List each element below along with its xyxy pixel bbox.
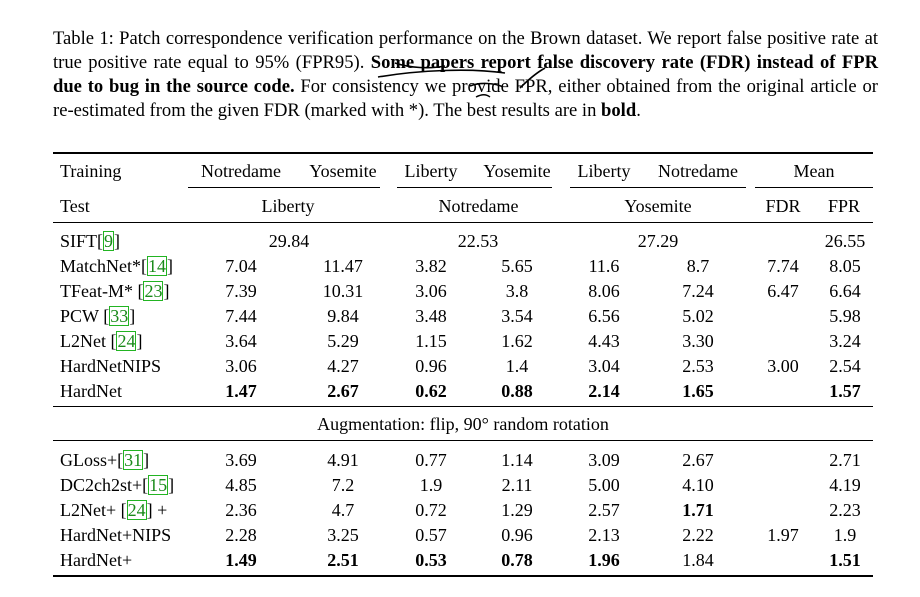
value-cell: 4.7: [331, 500, 355, 520]
citation-link[interactable]: 31: [124, 450, 143, 470]
method-name: L2Net+ [24] +: [60, 500, 168, 520]
citation-link[interactable]: 23: [144, 281, 163, 301]
value-cell: 1.71: [682, 500, 714, 520]
value-cell: 5.65: [501, 256, 533, 276]
fdr-cell: 6.47: [767, 281, 799, 301]
value-cell: 5.00: [588, 475, 620, 495]
value-cell: 1.47: [225, 381, 257, 401]
method-name: TFeat-M* [23]: [60, 281, 170, 301]
augmentation-bottom-rule: [53, 440, 873, 441]
method-label: DC2ch2st+: [60, 475, 143, 495]
augmentation-top-rule: [53, 406, 873, 407]
value-cell: 2.36: [225, 500, 257, 520]
value-cell: 3.69: [225, 450, 257, 470]
table-top-rule: [53, 152, 873, 154]
training-set-2: Yosemite: [309, 161, 377, 181]
fpr-cell: 6.64: [829, 281, 861, 301]
value-cell: 4.27: [327, 356, 359, 376]
method-name: GLoss+[31]: [60, 450, 150, 470]
citation-link[interactable]: 24: [117, 331, 136, 351]
method-name: DC2ch2st+[15]: [60, 475, 175, 495]
fdr-cell: 1.97: [767, 525, 799, 545]
fpr-cell: 2.71: [829, 450, 861, 470]
value-cell: 0.96: [501, 525, 533, 545]
value-cell: 3.04: [588, 356, 620, 376]
method-name: PCW [33]: [60, 306, 136, 326]
value-cell: 4.85: [225, 475, 257, 495]
value-cell: 2.67: [682, 450, 714, 470]
method-name: [60, 380, 122, 402]
value-cell: 1.62: [501, 331, 533, 351]
value-cell: 7.2: [331, 475, 355, 495]
caption-text-3: .: [636, 100, 641, 121]
fpr-cell: 4.19: [829, 475, 861, 495]
value-cell: 8.06: [588, 281, 620, 301]
caption-bold-note: Some papers report false discovery rate (FDR) instead of FPR due to bug in the source code.: [53, 52, 878, 97]
caption-bold-word: bold: [601, 100, 637, 121]
value-cell: 1.84: [682, 550, 714, 570]
value-cell: 3.09: [588, 450, 620, 470]
value-cell: 3.25: [327, 525, 359, 545]
fpr-cell: 26.55: [824, 231, 866, 251]
value-cell: 3.06: [415, 281, 447, 301]
value-cell: 5.29: [327, 331, 359, 351]
value-cell: 7.39: [225, 281, 257, 301]
test-set-3: Yosemite: [624, 196, 692, 216]
fpr-cell: 1.9: [833, 525, 857, 545]
citation-link[interactable]: 33: [110, 306, 129, 326]
caption-text-1: Table 1: Patch correspondence verification performance on the Brown dataset. We report false positive rate at true positive rate equal to 95% (FPR95).: [53, 28, 878, 73]
method-name: L2Net [24]: [60, 331, 143, 351]
value-cell: 1.49: [225, 550, 257, 570]
citation-link[interactable]: 24: [127, 500, 146, 520]
value-cell: 1.29: [501, 500, 533, 520]
value-cell: 4.91: [327, 450, 359, 470]
mean-group-rule: [755, 187, 873, 188]
test-header: Test: [60, 196, 90, 216]
method-label: GLoss+: [60, 450, 118, 470]
value-cell: 2.57: [588, 500, 620, 520]
method-label: PCW: [60, 306, 104, 326]
value-cell: 2.67: [327, 381, 359, 401]
value-cell: 0.88: [501, 381, 533, 401]
value-cell: 0.78: [501, 550, 533, 570]
value-cell: 11.47: [323, 256, 363, 276]
method-name: [60, 524, 171, 546]
method-label: HardNet: [60, 381, 122, 401]
value-cell: 0.96: [415, 356, 447, 376]
value-cell: 3.82: [415, 256, 447, 276]
method-label: HardNet+NIPS: [60, 525, 172, 545]
method-suffix: +: [152, 500, 168, 520]
value-cell: 1.15: [415, 331, 447, 351]
method-name: SIFT[9]: [60, 231, 121, 251]
value-cell: 2.22: [682, 525, 714, 545]
value-cell: 1.65: [682, 381, 714, 401]
citation-link[interactable]: 15: [149, 475, 168, 495]
training-group-rule-3: [570, 187, 746, 188]
fpr-cell: 3.24: [829, 331, 861, 351]
value-cell: 27.29: [637, 231, 679, 251]
value-cell: 11.6: [588, 256, 620, 276]
value-cell: 0.57: [415, 525, 447, 545]
value-cell: 29.84: [268, 231, 310, 251]
value-cell: 3.48: [415, 306, 447, 326]
value-cell: 4.43: [588, 331, 620, 351]
value-cell: 6.56: [588, 306, 620, 326]
value-cell: 0.77: [415, 450, 447, 470]
value-cell: 0.72: [415, 500, 447, 520]
fpr-cell: 1.51: [829, 550, 861, 570]
value-cell: 22.53: [457, 231, 499, 251]
value-cell: 9.84: [327, 306, 359, 326]
method-label: L2Net+: [60, 500, 121, 520]
value-cell: 5.02: [682, 306, 714, 326]
method-label: HardNetNIPS: [60, 356, 161, 376]
method-name: [60, 549, 132, 571]
test-set-1: Liberty: [261, 196, 315, 216]
method-name: [60, 355, 161, 377]
fpr-cell: 8.05: [829, 256, 861, 276]
value-cell: 2.13: [588, 525, 620, 545]
value-cell: 2.28: [225, 525, 257, 545]
mean-header: Mean: [793, 161, 835, 181]
value-cell: 0.53: [415, 550, 447, 570]
fdr-cell: 7.74: [767, 256, 799, 276]
value-cell: 8.7: [686, 256, 710, 276]
fpr-cell: 5.98: [829, 306, 861, 326]
method-label: L2Net: [60, 331, 111, 351]
training-group-rule-1: [188, 187, 380, 188]
value-cell: 2.53: [682, 356, 714, 376]
value-cell: 3.64: [225, 331, 257, 351]
test-set-2: Notredame: [438, 196, 519, 216]
training-set-4: Yosemite: [483, 161, 551, 181]
fpr-header: FPR: [827, 196, 861, 216]
value-cell: 3.30: [682, 331, 714, 351]
value-cell: 7.24: [682, 281, 714, 301]
augmentation-label: Augmentation: flip, 90° random rotation: [317, 414, 609, 434]
value-cell: 1.96: [588, 550, 620, 570]
value-cell: 7.04: [225, 256, 257, 276]
value-cell: 10.31: [322, 281, 364, 301]
value-cell: 2.51: [327, 550, 359, 570]
table-caption: [53, 27, 878, 123]
fdr-cell: 3.00: [767, 356, 799, 376]
caption-text-2: For consistency we provide FPR, either obtained from the original article or re-estimated from the given FDR (marked with *). The best results are in: [53, 76, 878, 121]
value-cell: 0.62: [415, 381, 447, 401]
citation-link[interactable]: 14: [147, 256, 166, 276]
fdr-header: FDR: [765, 196, 801, 216]
method-label: SIFT: [60, 231, 98, 251]
header-bottom-rule: [53, 222, 873, 223]
value-cell: 3.8: [505, 281, 529, 301]
method-label: TFeat-M*: [60, 281, 138, 301]
method-label: MatchNet*: [60, 256, 141, 276]
value-cell: 2.14: [588, 381, 620, 401]
method-label: HardNet+: [60, 550, 133, 570]
training-set-3: Liberty: [404, 161, 458, 181]
fpr-cell: 2.23: [829, 500, 861, 520]
value-cell: 3.06: [225, 356, 257, 376]
value-cell: 1.9: [419, 475, 443, 495]
value-cell: 3.54: [501, 306, 533, 326]
value-cell: 7.44: [225, 306, 257, 326]
fpr-cell: 2.54: [829, 356, 861, 376]
fpr-cell: 1.57: [829, 381, 861, 401]
value-cell: 1.4: [505, 356, 529, 376]
training-set-5: Liberty: [577, 161, 631, 181]
training-set-1: Notredame: [201, 161, 281, 181]
training-header: Training: [60, 161, 122, 181]
training-group-rule-2: [397, 187, 552, 188]
table-bottom-rule: [53, 575, 873, 577]
training-set-6: Notredame: [658, 161, 738, 181]
citation-link[interactable]: 9: [104, 231, 114, 251]
value-cell: 2.11: [501, 475, 533, 495]
value-cell: 1.14: [501, 450, 533, 470]
method-name: MatchNet*[14]: [60, 256, 173, 276]
value-cell: 4.10: [682, 475, 714, 495]
